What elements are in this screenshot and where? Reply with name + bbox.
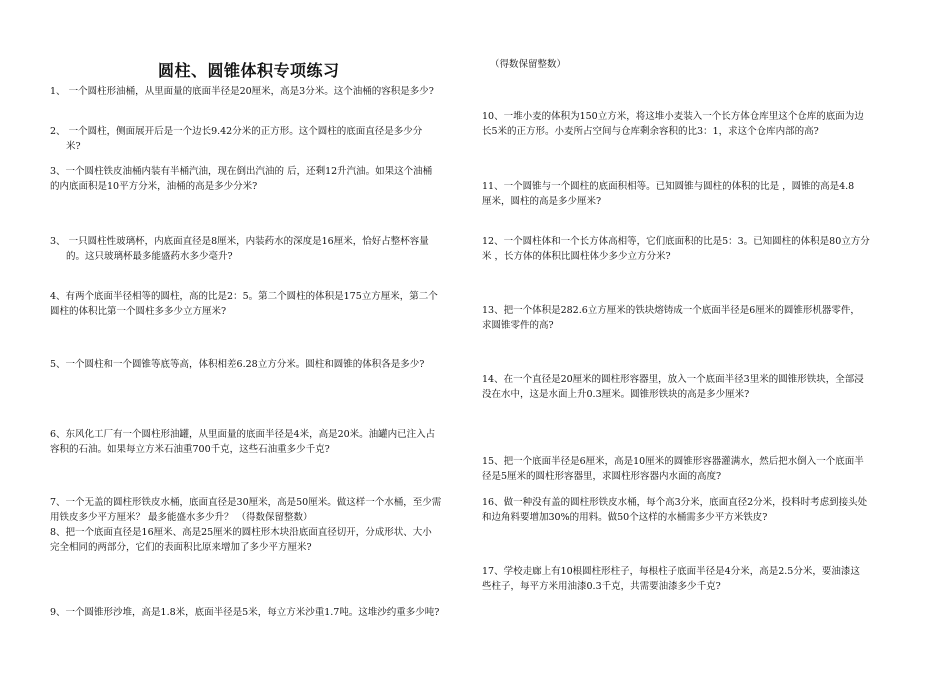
question-line: 长5米的正方形。小麦所占空间与仓库剩余容积的比3：1，求这个仓库内部的高? (482, 126, 819, 137)
question-3 (50, 164, 480, 194)
question-line: 15、把一个底面半径是6厘米，高是10厘米的圆锥形容器灌满水，然后把水倒入一个底面半 (482, 456, 864, 467)
question-line: 16、做一种没有盖的圆柱形铁皮水桶，每个高3分米，底面直径2分米，投料时考虑到接头处 (482, 497, 868, 508)
question-line: 9、一个圆锥形沙堆，高是1.8米，底面半径是5米，每立方米沙重1.7吨。这堆沙约重多少吨? (50, 607, 440, 618)
question-line: 没在水中，这是水面上升0.3厘米。圆锥形铁块的高是多少厘米? (482, 389, 750, 400)
question-line: 4、有两个底面半径相等的圆柱，高的比是2：5。第二个圆柱的体积是175立方厘米，第二个 (50, 291, 438, 302)
question-5 (50, 357, 480, 372)
question-line: 米 ，长方体的体积比圆柱体少多少立方分米? (482, 251, 671, 262)
question-line: 径是5厘米的圆柱形容器里，求圆柱形容器内水面的高度? (482, 471, 722, 482)
question-line: 用铁皮多少平方厘米？ 最多能盛水多少升？ （得数保留整数） (50, 512, 313, 523)
question-12 (482, 234, 907, 264)
question-line: 和边角料要增加30%的用料。做50个这样的水桶需多少平方米铁皮? (482, 512, 768, 523)
question-9 (50, 605, 480, 620)
rounding-note: （得数保留整数） (490, 59, 567, 70)
question-line: 米? (66, 141, 81, 152)
question-line: 8、把一个底面直径是16厘米、高是25厘米的圆柱形木块沿底面直径切开，分成形状、大小 (50, 527, 432, 538)
question-17 (482, 564, 907, 594)
question-line: 的。这只玻璃杯最多能盛药水多少毫升? (66, 251, 233, 262)
question-line: 些柱子，每平方米用油漆0.3千克，共需要油漆多少千克? (482, 581, 721, 592)
question-line: 17、学校走廊上有10根圆柱形柱子，每根柱子底面半径是4分米，高是2.5分米，要油漆这 (482, 566, 860, 577)
question-line: 10、一堆小麦的体积为150立方米，将这堆小麦装入一个长方体仓库里这个仓库的底面为边 (482, 111, 864, 122)
question-14 (482, 372, 907, 402)
question-1 (50, 84, 480, 99)
question-3b (50, 234, 480, 264)
question-line: 容积的石油。如果每立方米石油重700千克，这些石油重多少千克? (50, 444, 330, 455)
question-line: 5、一个圆柱和一个圆锥等底等高，体积相差6.28立方分米。圆柱和圆锥的体积各是多少? (50, 359, 425, 370)
question-line: 13、把一个体积是282.6立方厘米的铁块熔铸成一个底面半径是6厘米的圆锥形机器零件， (482, 305, 860, 316)
question-line: 3、一个圆柱铁皮油桶内装有半桶汽油，现在倒出汽油的 后，还剩12升汽油。如果这个油桶 (50, 166, 433, 177)
question-line: 7、一个无盖的圆柱形铁皮水桶，底面直径是30厘米，高是50厘米。做这样一个水桶，至少需 (50, 497, 442, 508)
question-4 (50, 289, 480, 319)
question-line: 完全相同的两部分，它们的表面积比原来增加了多少平方厘米? (50, 542, 312, 553)
question-7-8 (50, 495, 480, 555)
worksheet-title: 圆柱、圆锥体积专项练习 (158, 61, 340, 80)
question-line: 12、一个圆柱体和一个长方体高相等，它们底面积的比是5：3。已知圆柱的体积是80立方分 (482, 236, 870, 247)
question-line: 求圆锥零件的高? (482, 320, 554, 331)
question-line: 6、东风化工厂有一个圆柱形油罐，从里面量的底面半径是4米，高是20米。油罐内已注入占 (50, 429, 436, 440)
question-line: 1、 一个圆柱形油桶，从里面量的底面半径是20厘米，高是3分米。这个油桶的容积是多少? (50, 86, 434, 97)
question-2 (50, 124, 480, 154)
question-line: 2、 一个圆柱，侧面展开后是一个边长9.42分米的正方形。这个圆柱的底面直径是多少分 (50, 126, 423, 137)
question-line: 11、一个圆锥与一个圆柱的底面积相等。已知圆锥与圆柱的体积的比是 ，圆锥的高是4.8 (482, 181, 855, 192)
question-line: 14、在一个直径是20厘米的圆柱形容器里，放入一个底面半径3里米的圆锥形铁块，全部浸 (482, 374, 864, 385)
question-10 (482, 109, 907, 139)
question-15 (482, 454, 907, 484)
question-line: 的内底面积是10平方分米，油桶的高是多少分米? (50, 181, 258, 192)
question-line: 圆柱的体积比第一个圆柱多多少立方厘米? (50, 306, 227, 317)
question-16 (482, 495, 907, 525)
question-6 (50, 427, 480, 457)
question-13 (482, 303, 907, 333)
question-line: 3、 一只圆柱性玻璃杯，内底面直径是8厘米，内装药水的深度是16厘米，恰好占整杯容量 (50, 236, 429, 247)
question-11 (482, 179, 907, 209)
question-line: 厘米，圆柱的高是多少厘米? (482, 196, 602, 207)
